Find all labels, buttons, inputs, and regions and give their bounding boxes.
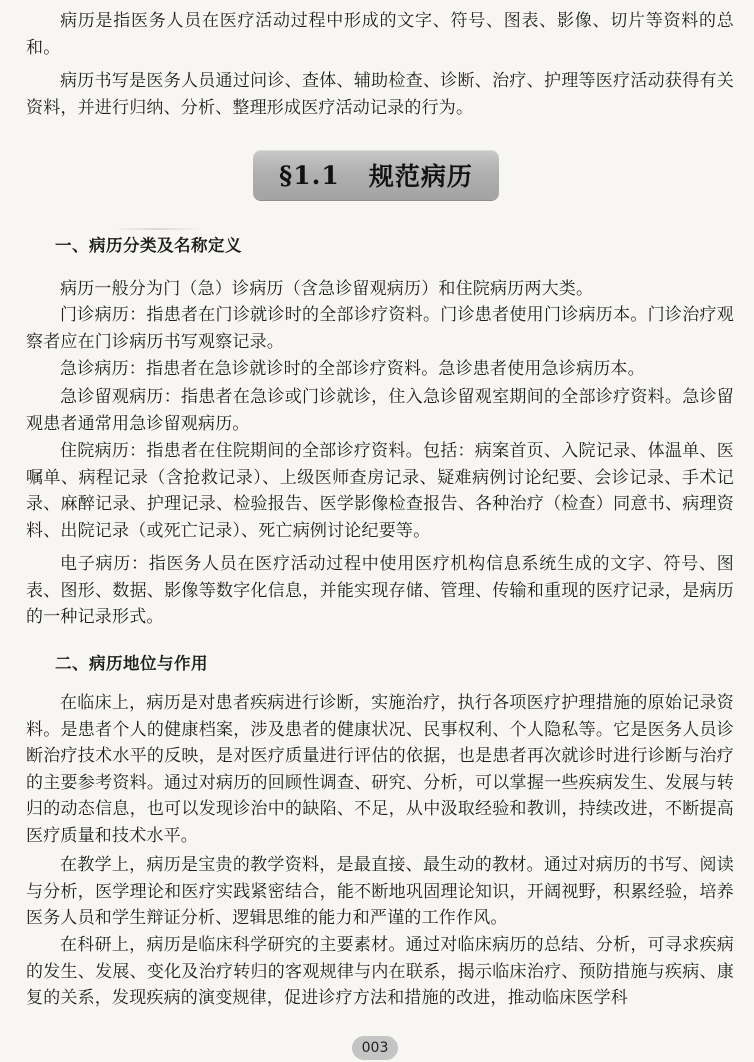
paragraph-inpatient-record: 住院病历：指患者在住院期间的全部诊疗资料。包括：病案首页、入院记录、体温单、医嘱单、病程记录（含抢救记录）、上级医师查房记录、疑难病例讨论纪要、会诊记录、手术记录、麻醉记录、护理记录、检验报告、医学影像检查报告、各种治疗（检查）同意书、病理资料、出院记录（或死亡记录）、死亡病例讨论纪要等。 — [26, 441, 734, 541]
intro-paragraph-1: 病历是指医务人员在医疗活动过程中形成的文字、符号、图表、影像、切片等资料的总和。 — [26, 11, 734, 58]
paragraph-emergency-record: 急诊病历：指患者在急诊就诊时的全部诊疗资料。急诊患者使用急诊病历本。 — [60, 359, 645, 379]
paragraph-teaching-role: 在教学上，病历是宝贵的教学资料，是最直接、最生动的教材。通过对病历的书写、阅读与分析，医学理论和医疗实践紧密结合，能不断地巩固理论知识，开阔视野，积累经验，培养医务人员和学生辩证分析、逻辑思维的能力和严谨的工作作风。 — [26, 855, 734, 928]
page-number-badge — [352, 1036, 398, 1060]
heading-classification: 一、病历分类及名称定义 — [55, 236, 242, 255]
intro-paragraph-2: 病历书写是医务人员通过问诊、查体、辅助检查、诊断、治疗、护理等医疗活动获得有关资料，并进行归纳、分析、整理形成医疗活动记录的行为。 — [26, 71, 734, 118]
scan-smudge — [112, 228, 202, 230]
paragraph-observation-record: 急诊留观病历：指患者在急诊或门诊就诊，住入急诊留观室期间的全部诊疗资料。急诊留观患者通常用急诊留观病历。 — [26, 387, 734, 434]
section-number: §1.1 — [279, 160, 340, 190]
paragraph-classification-intro: 病历一般分为门（急）诊病历（含急诊留观病历）和住院病历两大类。 — [60, 279, 594, 299]
section-title: 规范病历 — [368, 162, 473, 191]
paragraph-electronic-record: 电子病历：指医务人员在医疗活动过程中使用医疗机构信息系统生成的文字、符号、图表、图形、数据、影像等数字化信息，并能实现存储、管理、传输和重现的医疗记录，是病历的一种记录形式。 — [26, 554, 734, 627]
paragraph-outpatient-record: 门诊病历：指患者在门诊就诊时的全部诊疗资料。门诊患者使用门诊病历本。门诊治疗观察者应在门诊病历书写观察记录。 — [26, 305, 734, 352]
section-title-banner — [253, 150, 499, 200]
paragraph-clinical-role: 在临床上，病历是对患者疾病进行诊断，实施治疗，执行各项医疗护理措施的原始记录资料。是患者个人的健康档案，涉及患者的健康状况、民事权利、个人隐私等。它是医务人员诊断治疗技术水平的反映，是对医疗质量进行评估的依据，也是患者再次就诊时进行诊断与治疗的主要参考资料。通过对病历的回顾性调查、研究、分析，可以掌握一些疾病发生、发展与转归的动态信息，也可以发现诊治中的缺陷、不足，从中汲取经验和教训，持续改进，不断提高医疗质量和技术水平。 — [26, 693, 734, 846]
paragraph-research-role: 在科研上，病历是临床科学研究的主要素材。通过对临床病历的总结、分析，可寻求疾病的发生、发展、变化及治疗转归的客观规律与内在联系，揭示临床治疗、预防措施与疾病、康复的关系，发现疾病的演变规律，促进诊疗方法和措施的改进，推动临床医学科 — [26, 935, 734, 1008]
page-number: 003 — [361, 1040, 389, 1056]
heading-status-role: 二、病历地位与作用 — [55, 654, 208, 673]
